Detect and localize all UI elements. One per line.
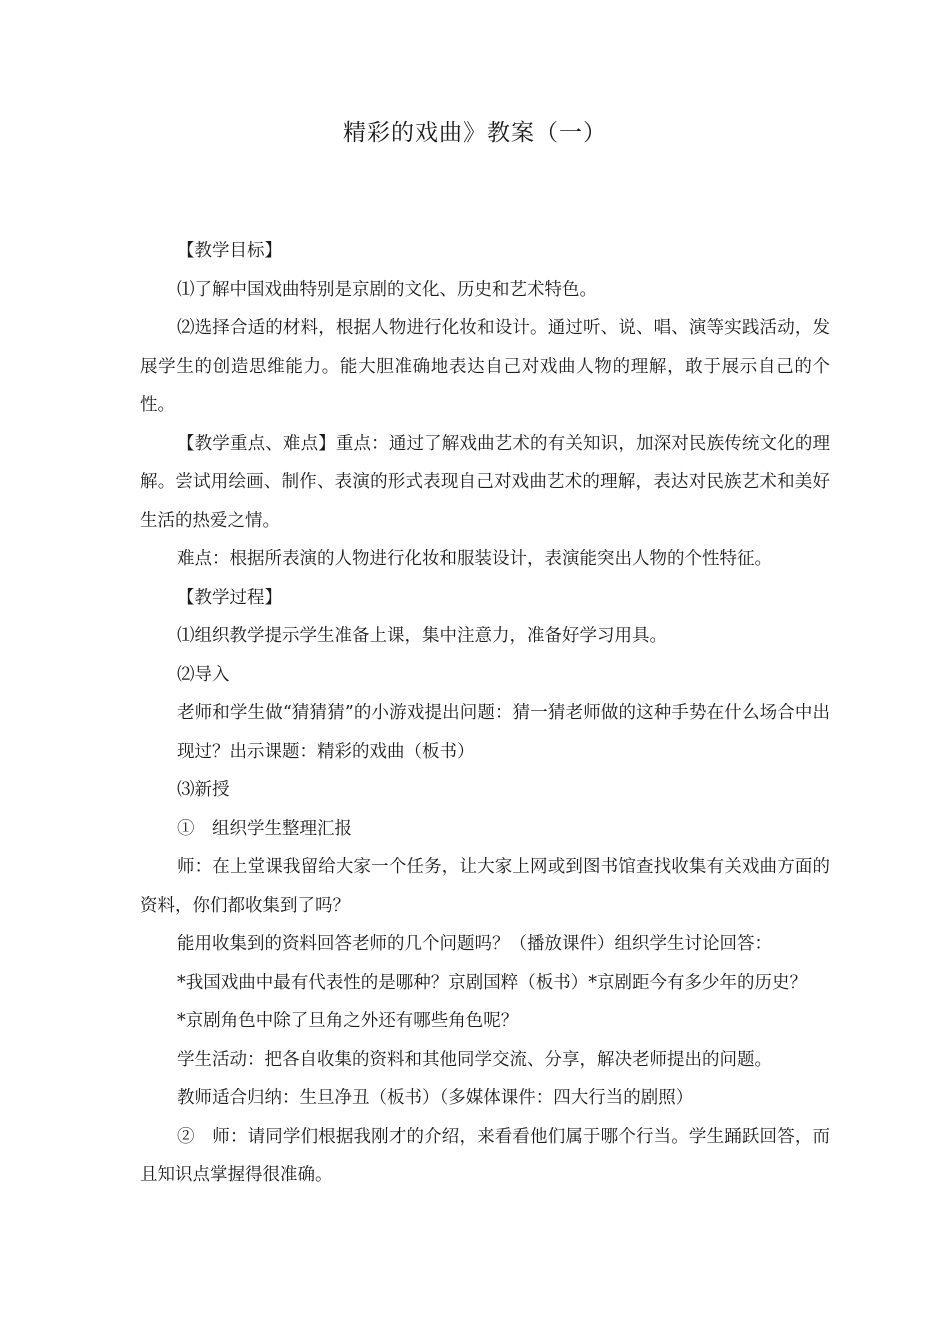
objective-1: ⑴了解中国戏曲特别是京剧的文化、历史和艺术特色。: [177, 279, 597, 300]
objective-2: ⑵选择合适的材料，根据人物进行化妆和设计。通过听、说、唱、演等实践活动，发展学生的创造思维能力。能大胆准确地表达自己对戏曲人物的理解，敢于展示自己的个性。: [140, 318, 830, 415]
teacher-question-paragraph: 师：在上堂课我留给大家一个任务，让大家上网或到图书馆查找收集有关戏曲方面的资料，你们都收集到了吗？: [140, 857, 830, 916]
process-step-2: ⑵导入: [177, 664, 230, 685]
document-body: [140, 232, 830, 1195]
section-heading-objectives: 【教学目标】: [177, 241, 282, 261]
intro-game-paragraph: 老师和学生做“猜猜猜”的小游戏提出问题：猜一猜老师做的这种手势在什么场合中出现过？出示课题：精彩的戏曲（板书）: [177, 703, 830, 762]
question-roles: *京剧角色中除了旦角之外还有哪些角色呢？: [177, 1011, 519, 1031]
discussion-paragraph: 能用收集到的资料回答老师的几个问题吗？（播放课件）组织学生讨论回答：: [177, 934, 772, 954]
substep-2: ② 师：请同学们根据我刚才的介绍，来看看他们属于哪个行当。学生踊跃回答，而且知识点掌握得很准确。: [140, 1126, 830, 1185]
student-activity-paragraph: 学生活动：把各自收集的资料和其他同学交流、分享，解决老师提出的问题。: [177, 1049, 772, 1070]
difficulty-paragraph: 难点：根据所表演的人物进行化妆和服装设计，表演能突出人物的个性特征。: [177, 549, 772, 569]
process-step-3: ⑶新授: [177, 780, 230, 800]
question-peking-opera: *我国戏曲中最有代表性的是哪种？京剧国粹（板书）*京剧距今有多少年的历史？: [177, 972, 807, 993]
key-points-paragraph: 【教学重点、难点】重点：通过了解戏曲艺术的有关知识，加深对民族传统文化的理解。尝试用绘画、制作、表演的形式表现自己对戏曲艺术的理解，表达对民族艺术和美好生活的热爱之情。: [140, 433, 830, 531]
teacher-summary-paragraph: 教师适合归纳：生旦净丑（板书）（多媒体课件：四大行当的剧照）: [177, 1088, 694, 1108]
page-title: 精彩的戏曲》教案（一）: [343, 120, 607, 146]
substep-1: ① 组织学生整理汇报: [177, 818, 352, 839]
process-step-1: ⑴组织教学提示学生准备上课，集中注意力，准备好学习用具。: [177, 626, 667, 646]
section-heading-process: 【教学过程】: [177, 587, 282, 608]
